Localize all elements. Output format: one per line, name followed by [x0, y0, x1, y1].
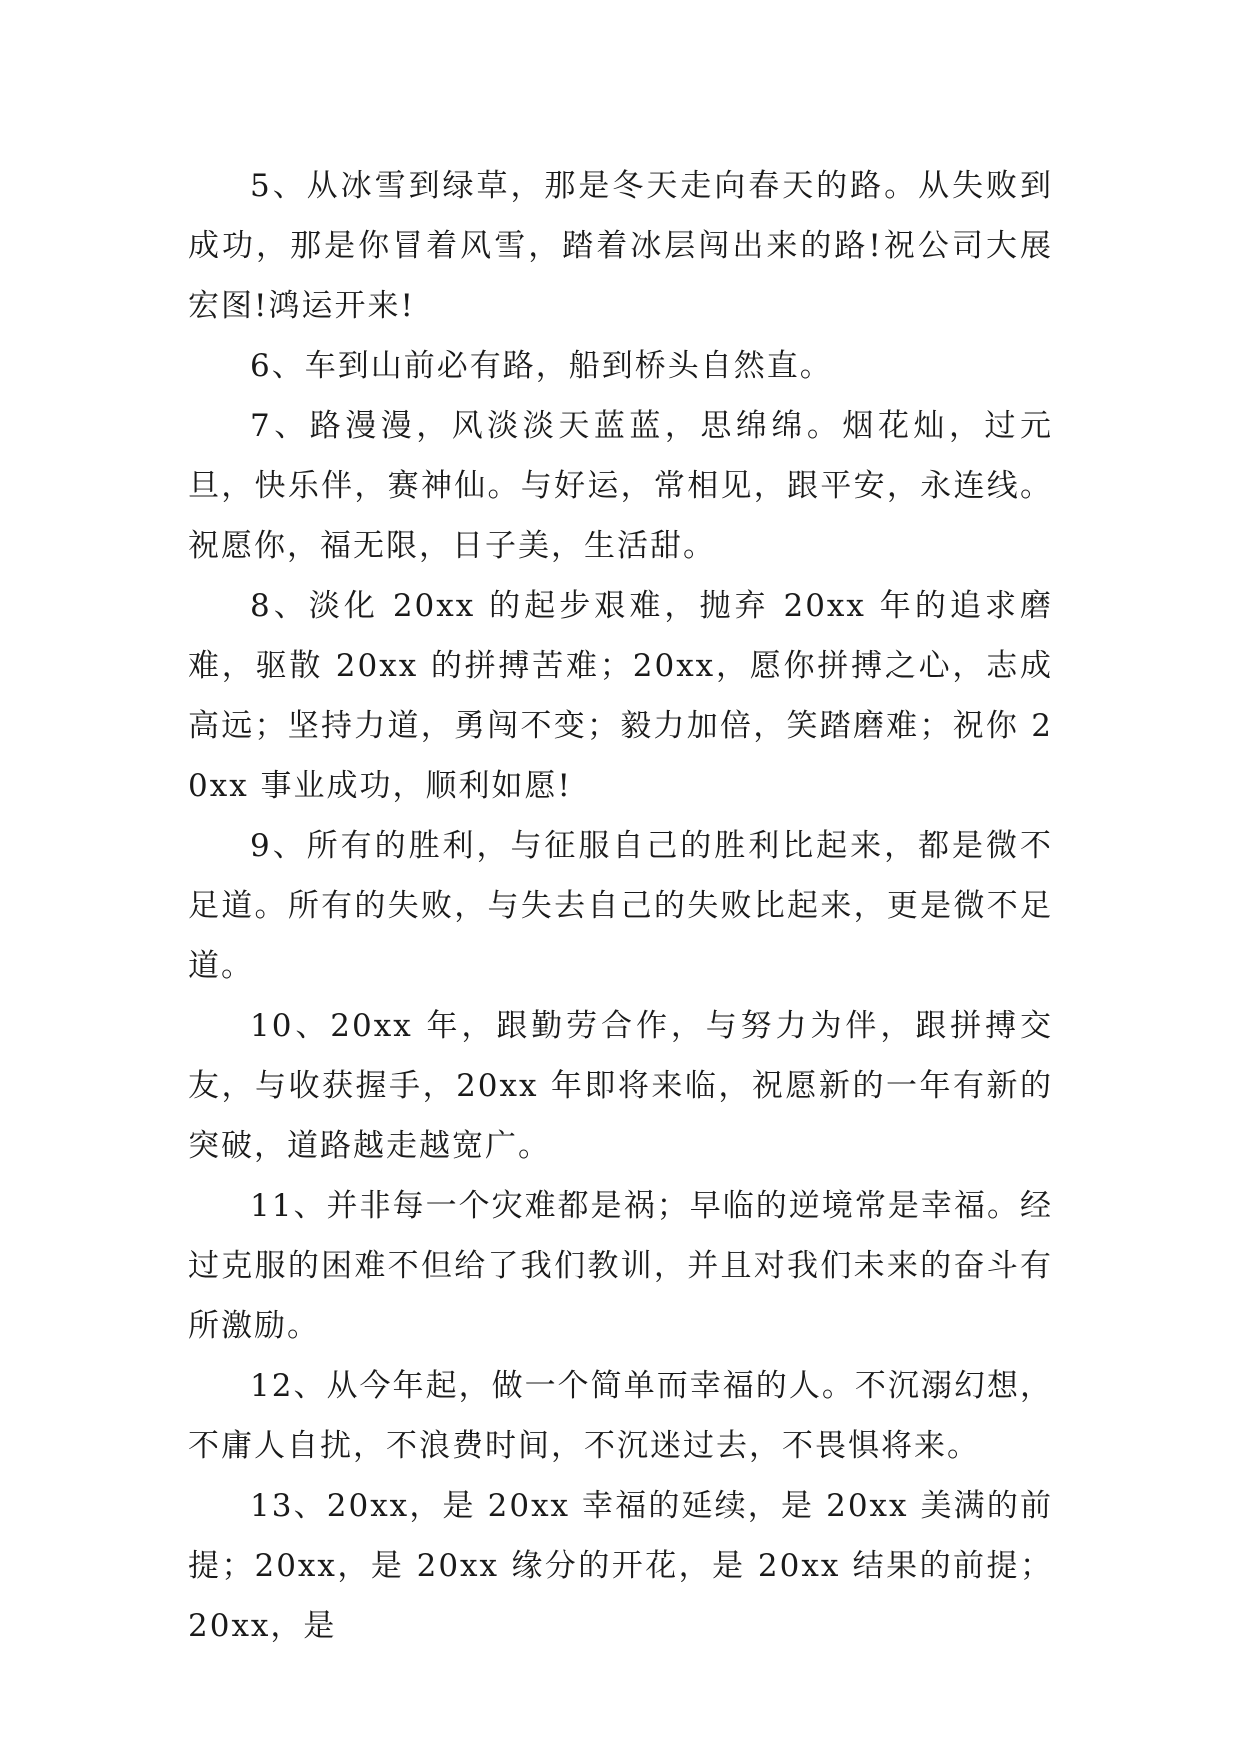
paragraph-12: 12、从今年起，做一个简单而幸福的人。不沉溺幻想，不庸人自扰，不浪费时间，不沉迷过去，不畏惧将来。	[188, 1368, 1053, 1464]
paragraph-6: 6、车到山前必有路，船到桥头自然直。	[250, 348, 833, 384]
paragraph-9: 9、所有的胜利，与征服自己的胜利比起来，都是微不足道。所有的失败，与失去自己的失败比起来，更是微不足道。	[188, 828, 1053, 984]
paragraph-13: 13、20xx，是 20xx 幸福的延续，是 20xx 美满的前提；20xx，是 20xx 缘分的开花，是 20xx 结果的前提；20xx，是	[188, 1488, 1053, 1644]
paragraph-11: 11、并非每一个灾难都是祸；早临的逆境常是幸福。经过克服的困难不但给了我们教训，并且对我们未来的奋斗有所激励。	[188, 1188, 1053, 1344]
paragraph-10: 10、20xx 年，跟勤劳合作，与努力为伴，跟拼搏交友，与收获握手，20xx 年即将来临，祝愿新的一年有新的突破，道路越走越宽广。	[188, 1008, 1053, 1164]
paragraph-5: 5、从冰雪到绿草，那是冬天走向春天的路。从失败到成功，那是你冒着风雪，踏着冰层闯出来的路!祝公司大展宏图!鸿运开来!	[188, 168, 1053, 324]
paragraph-7: 7、路漫漫，风淡淡天蓝蓝，思绵绵。烟花灿，过元旦，快乐伴，赛神仙。与好运，常相见，跟平安，永连线。祝愿你，福无限，日子美，生活甜。	[188, 408, 1053, 564]
document-body	[188, 156, 1053, 1656]
paragraph-8: 8、淡化 20xx 的起步艰难，抛弃 20xx 年的追求磨难，驱散 20xx 的拼搏苦难；20xx，愿你拼搏之心，志成高远；坚持力道，勇闯不变；毅力加倍，笑踏磨难；祝你 20xx 事业成功，顺利如愿!	[188, 588, 1053, 804]
